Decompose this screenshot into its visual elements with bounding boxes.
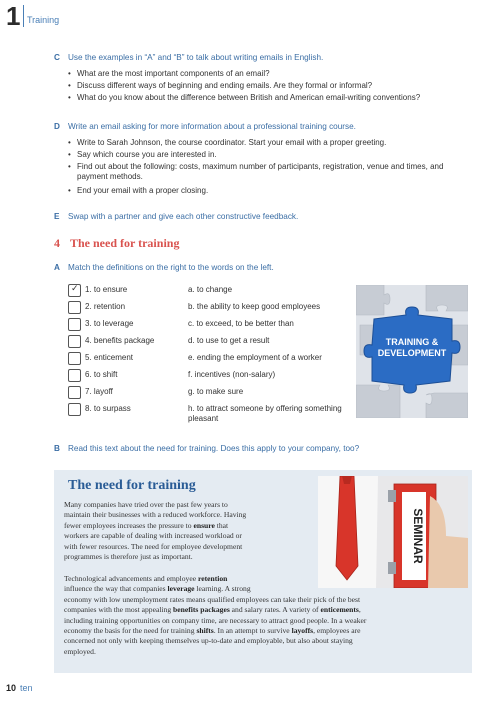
article-line: with fewer resources. The need for employee development [64,541,243,551]
answer-checkbox[interactable] [68,386,81,399]
section-letter: B [54,444,60,453]
answer-checkbox[interactable] [68,403,81,416]
answer-checkbox[interactable] [68,352,81,365]
training-development-image [356,285,468,418]
image-caption-line2: DEVELOPMENT [377,348,447,358]
section-instruction: Swap with a partner and give each other constructive feedback. [68,212,299,221]
section-letter: D [54,122,60,131]
article-line: Technological advancements and employee retention [64,574,228,583]
page-footer [6,683,33,693]
definition-item: a. to change [188,285,233,294]
word-item: 7. layoff [85,387,113,396]
word-item: 5. enticement [85,353,134,362]
article-box [54,470,472,673]
definition-item: e. ending the employment of a worker [188,353,322,362]
section-instruction: Use the examples in “A” and “B” to talk about writing emails in English. [68,53,324,62]
vocabulary-word: benefits packages [173,605,230,615]
article-paragraph-2 [64,574,464,657]
word-item: 6. to shift [85,370,118,379]
article-line: fewer employees increases the pressure to ensure that [64,520,229,530]
image-caption-line1: TRAINING & [385,337,439,347]
page-word: ten [20,683,33,693]
word-item: 4. benefits package [85,336,155,345]
article-line: including training opportunities on company time, are necessary to attract good people. In a weaker [64,615,367,625]
article-line: programmes is therefore just as important. [64,552,193,562]
section-letter: A [54,263,60,272]
article-line: workers are capable of dealing with increased workload or [64,531,242,541]
article-title: The need for training [68,478,196,493]
unit-number: 1 [6,1,21,31]
seminar-label: SEMINAR [411,508,425,564]
vocabulary-word: layoffs [291,626,314,636]
vocabulary-word: shifts [196,626,214,636]
article-line: concerned not only with keeping themselves up-to-date and employable, but also about staying [64,636,353,646]
article-line: influence the way that companies leverage learning. A strong [64,584,251,594]
definition-item: f. incentives (non-salary) [188,370,276,379]
article-line: economy the basis for the need for training shifts. In an attempt to survive layoffs, employees are [64,626,361,636]
part-number: 4 [54,236,60,250]
word-item: 2. retention [85,302,126,311]
definition-item: g. to make sure [188,387,244,396]
answer-checkbox[interactable] [68,284,81,297]
answer-checkbox[interactable] [68,335,81,348]
definition-item: d. to use to get a result [188,336,270,345]
part-heading [54,236,179,251]
word-item: 1. to ensure [85,285,128,294]
article-line: economy with low unemployment rates means qualified employees can take their pick of the best [64,594,361,604]
definition-item: h. to attract someone by offering something pleasant [188,404,342,423]
vocabulary-word: retention [198,574,228,583]
page-number: 10 [6,683,17,693]
article-line: Many companies have tried over the past few years to [64,500,228,509]
word-item: 8. to surpass [85,404,131,413]
article-line: companies with the most appealing benefits packages and salary rates. A variety of enticements, [64,605,361,615]
section-letter: E [54,212,60,221]
vocabulary-word: leverage [167,584,195,594]
answer-checkbox[interactable] [68,369,81,382]
vocabulary-word: ensure [193,520,215,530]
part-title: The need for training [70,236,180,250]
section-letter: C [54,53,60,62]
definition-item: c. to exceed, to be better than [188,319,294,328]
article-paragraph-1 [64,500,314,562]
unit-title: Training [27,15,60,25]
section-instruction: Read this text about the need for training. Does this apply to your company, too? [68,444,360,453]
definition-item: b. the ability to keep good employees [188,302,321,311]
seminar-image [318,476,468,588]
article-line: maintain their businesses with a reduced workforce. Having [64,510,247,520]
article-line: employed. [64,646,96,656]
answer-checkbox[interactable] [68,301,81,314]
vocabulary-word: enticements [320,605,359,615]
header-rule [23,5,24,27]
answer-checkbox[interactable] [68,318,81,331]
section-instruction: Write an email asking for more information about a professional training course. [68,122,356,131]
word-item: 3. to leverage [85,319,134,328]
section-instruction: Match the definitions on the right to the words on the left. [68,263,274,272]
